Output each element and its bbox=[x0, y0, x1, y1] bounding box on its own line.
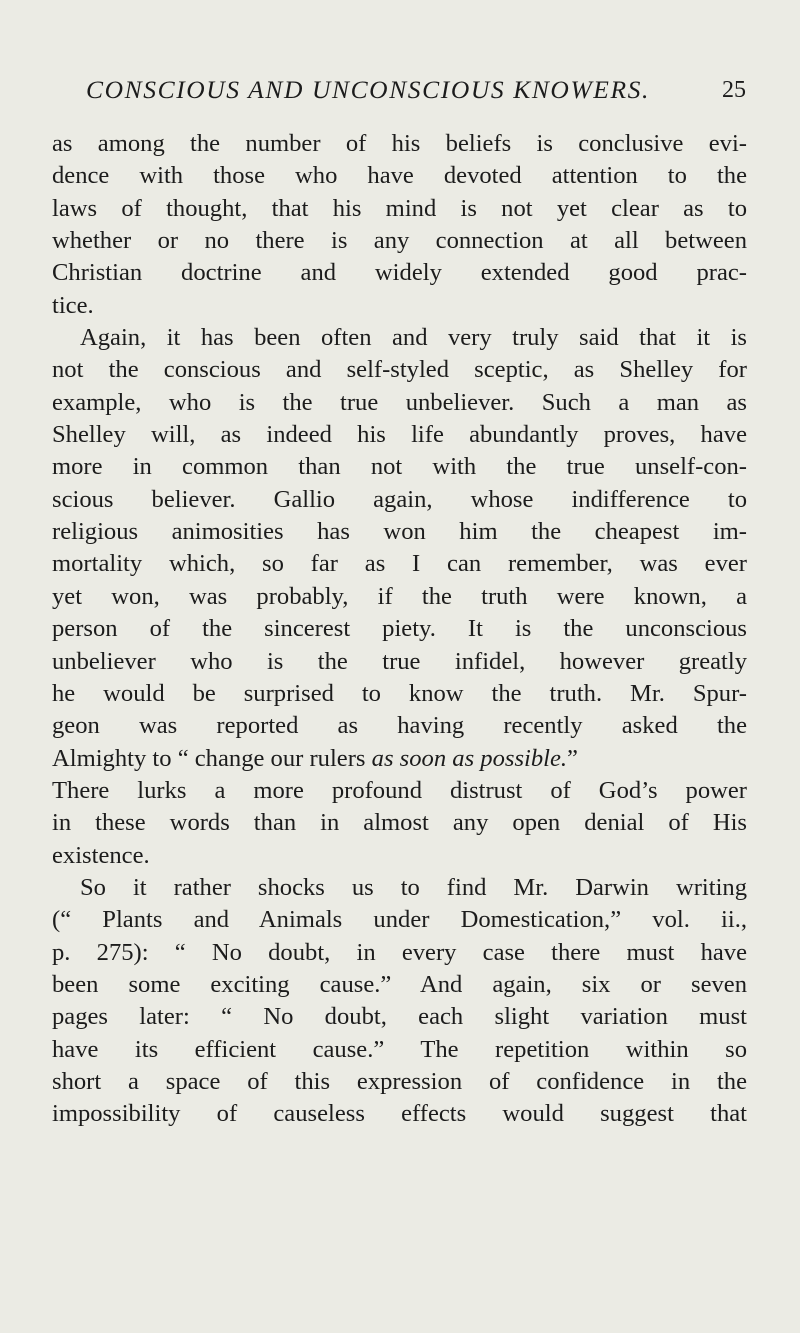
running-head-title: CONSCIOUS AND UNCONSCIOUS KNOWERS. bbox=[86, 75, 650, 104]
text-line: in these words than in almost any open denial of His bbox=[52, 809, 747, 837]
text-line: whether or no there is any connection at all between bbox=[52, 227, 747, 255]
text-line: not the conscious and self-styled sceptic, as Shelley for bbox=[52, 356, 747, 384]
page-number: 25 bbox=[722, 77, 746, 103]
text-line: mortality which, so far as I can remember, was ever bbox=[52, 550, 747, 578]
running-head bbox=[86, 70, 746, 110]
text-line: person of the sincerest piety. It is the unconscious bbox=[52, 615, 747, 643]
text-line: tice. bbox=[52, 291, 94, 319]
text-line: existence. bbox=[52, 841, 150, 869]
line-text-post: ” bbox=[567, 744, 578, 772]
text-line: p. 275): “ No doubt, in every case there must have bbox=[52, 938, 747, 966]
text-line: impossibility of causeless effects would suggest that bbox=[52, 1100, 747, 1128]
text-line: religious animosities has won him the cheapest im- bbox=[52, 518, 747, 546]
paragraph-start-line: Again, it has been often and very truly said that it is bbox=[80, 324, 747, 352]
text-line: Christian doctrine and widely extended good prac- bbox=[52, 259, 747, 287]
italic-phrase: as soon as possible. bbox=[371, 744, 568, 772]
text-line: laws of thought, that his mind is not yet clear as to bbox=[52, 194, 747, 222]
text-line: have its efficient cause.” The repetition within so bbox=[52, 1035, 747, 1063]
text-line: (“ Plants and Animals under Domestication,” vol. ii., bbox=[52, 906, 747, 934]
text-line-with-italic bbox=[52, 743, 747, 775]
body-text bbox=[52, 128, 747, 1131]
text-line: example, who is the true unbeliever. Such a man as bbox=[52, 388, 747, 416]
paragraph-start-line: So it rather shocks us to find Mr. Darwin writing bbox=[80, 873, 747, 901]
text-line: dence with those who have devoted attention to the bbox=[52, 162, 747, 190]
text-line: been some exciting cause.” And again, six or seven bbox=[52, 970, 747, 998]
text-line: more in common than not with the true unself-con- bbox=[52, 453, 747, 481]
text-line: yet won, was probably, if the truth were known, a bbox=[52, 582, 747, 610]
text-line: scious believer. Gallio again, whose indifference to bbox=[52, 485, 747, 513]
text-line: pages later: “ No doubt, each slight variation must bbox=[52, 1003, 747, 1031]
text-line: Shelley will, as indeed his life abundantly proves, have bbox=[52, 421, 747, 449]
text-line: as among the number of his beliefs is conclusive evi- bbox=[52, 130, 747, 157]
text-line: he would be surprised to know the truth. Mr. Spur- bbox=[52, 679, 747, 707]
text-line: There lurks a more profound distrust of God’s power bbox=[52, 776, 747, 804]
text-line: short a space of this expression of confidence in the bbox=[52, 1067, 747, 1095]
text-line: geon was reported as having recently asked the bbox=[52, 712, 747, 740]
line-text-pre: Almighty to “ change our rulers bbox=[52, 744, 372, 772]
text-line: unbeliever who is the true infidel, however greatly bbox=[52, 647, 747, 675]
